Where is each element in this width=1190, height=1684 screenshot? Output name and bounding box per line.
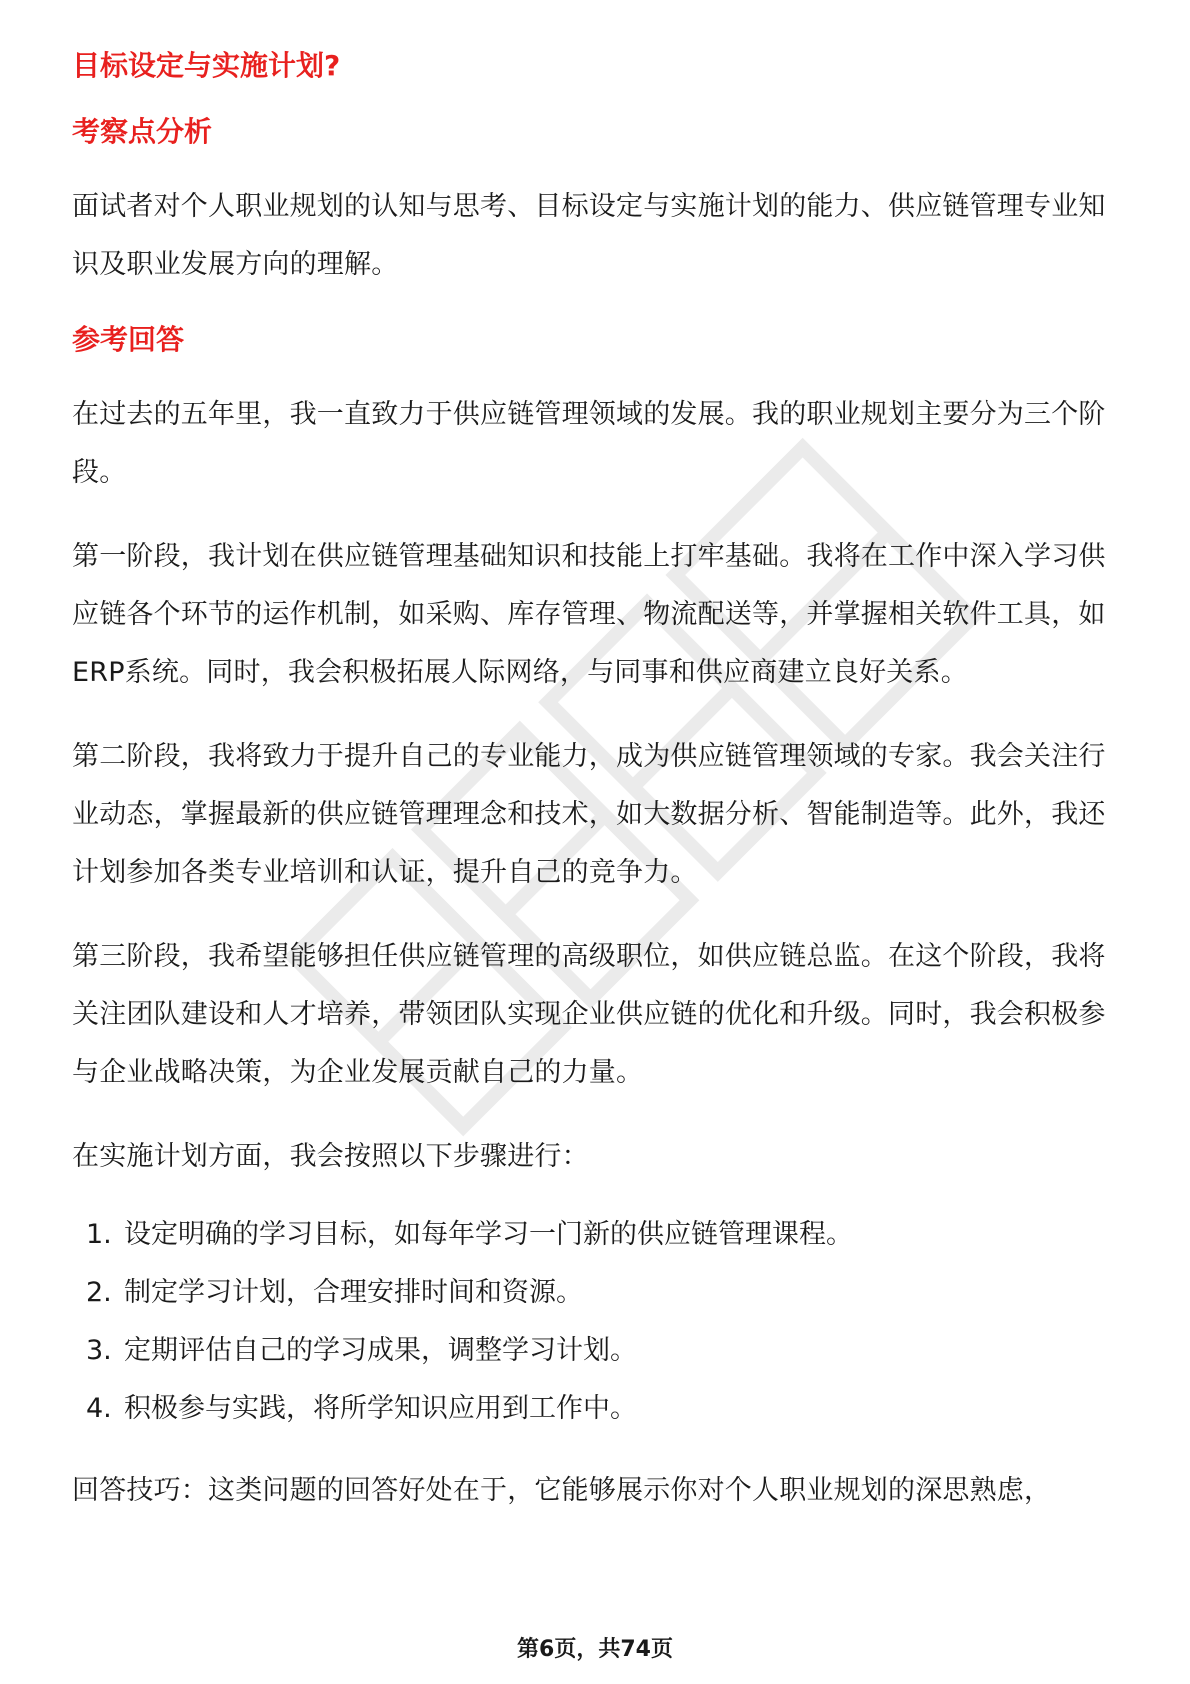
answer-paragraph-intro: 在过去的五年里，我一直致力于供应链管理领域的发展。我的职业规划主要分为三个阶段。 — [72, 399, 1106, 488]
page-footer: 第6页，共74页 — [517, 1637, 673, 1662]
list-item — [72, 1264, 1120, 1322]
step-number: 3. — [86, 1335, 112, 1366]
list-item — [72, 1322, 1120, 1380]
question-title: 目标设定与实施计划? — [72, 49, 341, 82]
answer-heading: 参考回答 — [72, 323, 185, 356]
analysis-heading: 考察点分析 — [72, 115, 213, 148]
answer-paragraph-stage-3: 第三阶段，我希望能够担任供应链管理的高级职位，如供应链总监。在这个阶段，我将关注团队建设和人才培养，带领团队实现企业供应链的优化和升级。同时，我会积极参与企业战略决策，为企业发展贡献自己的力量。 — [72, 941, 1106, 1088]
step-number: 1. — [86, 1219, 112, 1250]
list-item — [72, 1206, 1120, 1264]
answer-paragraph-stage-2: 第二阶段，我将致力于提升自己的专业能力，成为供应链管理领域的专家。我会关注行业动态，掌握最新的供应链管理理念和技术，如大数据分析、智能制造等。此外，我还计划参加各类专业培训和认证，提升自己的竞争力。 — [72, 741, 1106, 888]
step-text: 设定明确的学习目标，如每年学习一门新的供应链管理课程。 — [124, 1219, 853, 1250]
step-text: 制定学习计划，合理安排时间和资源。 — [124, 1277, 583, 1308]
step-text: 积极参与实践，将所学知识应用到工作中。 — [124, 1393, 637, 1424]
step-text: 定期评估自己的学习成果，调整学习计划。 — [124, 1335, 637, 1366]
analysis-text: 面试者对个人职业规划的认知与思考、目标设定与实施计划的能力、供应链管理专业知识及职业发展方向的理解。 — [72, 191, 1106, 280]
step-number: 4. — [86, 1393, 112, 1424]
plan-steps-list — [72, 1206, 1120, 1438]
answer-tip: 回答技巧：这类问题的回答好处在于，它能够展示你对个人职业规划的深思熟虑， — [72, 1475, 1052, 1506]
answer-paragraph-stage-1: 第一阶段，我计划在供应链管理基础知识和技能上打牢基础。我将在工作中深入学习供应链各个环节的运作机制，如采购、库存管理、物流配送等，并掌握相关软件工具，如ERP系统。同时，我会积极拓展人际网络，与同事和供应商建立良好关系。 — [72, 541, 1106, 688]
list-item — [72, 1380, 1120, 1438]
step-number: 2. — [86, 1277, 112, 1308]
answer-paragraph-plan-intro: 在实施计划方面，我会按照以下步骤进行： — [72, 1141, 589, 1172]
document-page — [72, 46, 1120, 1546]
